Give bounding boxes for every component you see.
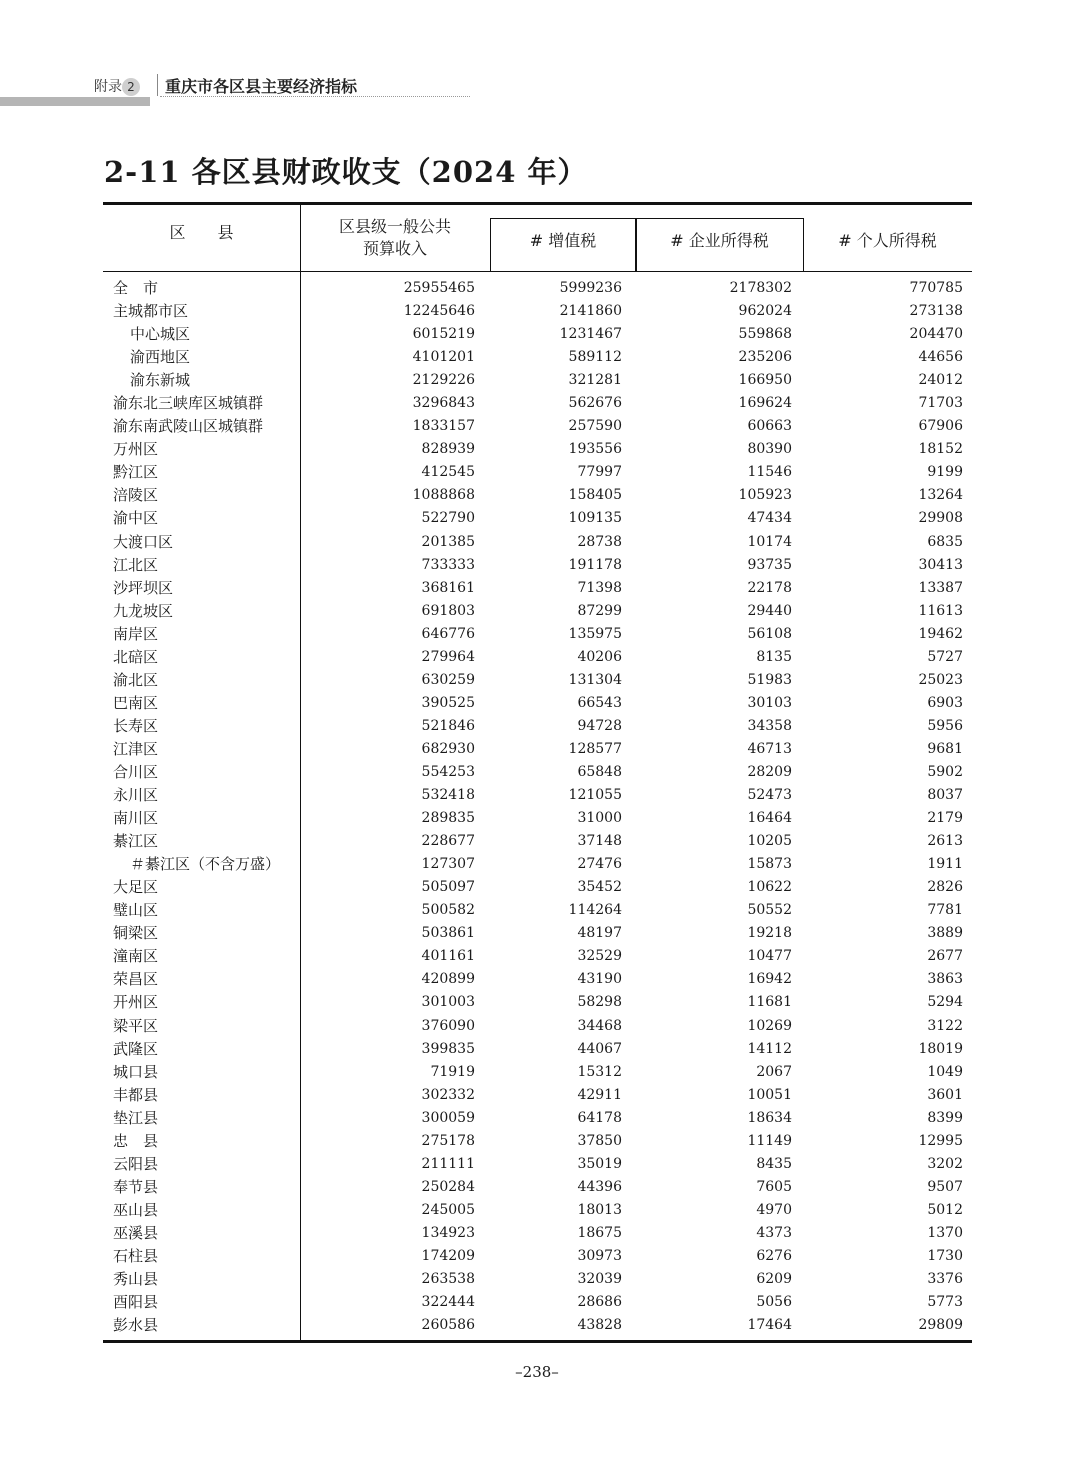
table-row bbox=[103, 692, 972, 715]
cell-personal-tax: 204470 bbox=[909, 326, 963, 343]
row-region-name: 秀山县 bbox=[113, 1270, 159, 1289]
cell-personal-tax: 7781 bbox=[927, 902, 963, 919]
cell-vat: 135975 bbox=[568, 625, 622, 642]
cell-personal-tax: 9507 bbox=[927, 1178, 963, 1195]
table-row bbox=[103, 600, 972, 623]
cell-budget-revenue: 733333 bbox=[421, 556, 475, 573]
cell-vat: 109135 bbox=[568, 510, 622, 527]
row-region-name: 城口县 bbox=[113, 1062, 159, 1081]
cell-corp-tax: 4373 bbox=[756, 1224, 792, 1241]
row-region-name: 沙坪坝区 bbox=[113, 578, 174, 597]
table-row bbox=[103, 531, 972, 554]
cell-personal-tax: 3376 bbox=[927, 1271, 963, 1288]
table-row bbox=[103, 438, 972, 461]
cell-corp-tax: 5056 bbox=[756, 1294, 792, 1311]
row-region-name: 綦江区 bbox=[113, 832, 159, 851]
cell-budget-revenue: 201385 bbox=[421, 533, 475, 550]
cell-budget-revenue: 4101201 bbox=[412, 349, 475, 366]
cell-budget-revenue: 211111 bbox=[421, 1155, 475, 1172]
table-row bbox=[103, 853, 972, 876]
row-region-name: 石柱县 bbox=[113, 1246, 159, 1265]
column-header-corp-tax: # 企业所得税 bbox=[670, 231, 769, 250]
table-bottom-rule bbox=[103, 1340, 972, 1343]
cell-budget-revenue: 646776 bbox=[421, 625, 475, 642]
cell-corp-tax: 105923 bbox=[738, 487, 792, 504]
cell-corp-tax: 11546 bbox=[747, 464, 792, 481]
table-row bbox=[103, 461, 972, 484]
cell-corp-tax: 559868 bbox=[738, 326, 792, 343]
cell-budget-revenue: 322444 bbox=[421, 1294, 475, 1311]
table-row bbox=[103, 277, 972, 300]
cell-corp-tax: 51983 bbox=[747, 671, 792, 688]
table-row bbox=[103, 922, 972, 945]
row-region-name: 奉节县 bbox=[113, 1177, 159, 1196]
cell-vat: 257590 bbox=[568, 418, 622, 435]
cell-budget-revenue: 250284 bbox=[421, 1178, 475, 1195]
cell-vat: 87299 bbox=[577, 602, 622, 619]
cell-personal-tax: 67906 bbox=[918, 418, 963, 435]
row-region-name: 九龙坡区 bbox=[113, 601, 174, 620]
row-region-name: 潼南区 bbox=[113, 947, 159, 966]
cell-corp-tax: 56108 bbox=[747, 625, 792, 642]
cell-vat: 43190 bbox=[577, 971, 622, 988]
cell-personal-tax: 2179 bbox=[927, 810, 963, 827]
cell-personal-tax: 11613 bbox=[918, 602, 963, 619]
table-row bbox=[103, 1176, 972, 1199]
cell-vat: 5999236 bbox=[559, 280, 622, 296]
cell-budget-revenue: 71919 bbox=[430, 1063, 475, 1080]
cell-corp-tax: 8435 bbox=[756, 1155, 792, 1172]
column-header-budget bbox=[300, 216, 490, 260]
header-band bbox=[0, 97, 150, 106]
cell-corp-tax: 2067 bbox=[756, 1063, 792, 1080]
cell-vat: 193556 bbox=[568, 441, 622, 458]
cell-vat: 94728 bbox=[577, 717, 622, 734]
cell-vat: 30973 bbox=[577, 1247, 622, 1264]
table-row bbox=[103, 1153, 972, 1176]
row-region-name: 江北区 bbox=[113, 555, 159, 574]
cell-budget-revenue: 300059 bbox=[421, 1109, 475, 1126]
cell-budget-revenue: 3296843 bbox=[412, 395, 475, 412]
cell-corp-tax: 11681 bbox=[747, 994, 792, 1011]
cell-budget-revenue: 682930 bbox=[421, 740, 475, 757]
table-row bbox=[103, 577, 972, 600]
cell-corp-tax: 6276 bbox=[756, 1247, 792, 1264]
table-row bbox=[103, 669, 972, 692]
cell-corp-tax: 10622 bbox=[747, 879, 792, 896]
cell-budget-revenue: 279964 bbox=[421, 648, 475, 665]
cell-corp-tax: 30103 bbox=[747, 694, 792, 711]
cell-personal-tax: 25023 bbox=[918, 671, 963, 688]
cell-vat: 158405 bbox=[568, 487, 622, 504]
row-region-name: 忠 县 bbox=[113, 1131, 159, 1150]
cell-budget-revenue: 260586 bbox=[421, 1317, 475, 1334]
cell-personal-tax: 8399 bbox=[927, 1109, 963, 1126]
cell-vat: 43828 bbox=[577, 1317, 622, 1334]
table-row bbox=[103, 1107, 972, 1130]
page-title: 2-11 各区县财政收支（2024 年） bbox=[104, 155, 588, 189]
row-region-name: 铜梁区 bbox=[113, 924, 159, 943]
cell-personal-tax: 5012 bbox=[927, 1201, 963, 1218]
cell-personal-tax: 2677 bbox=[927, 948, 963, 965]
cell-vat: 35019 bbox=[577, 1155, 622, 1172]
row-region-name: 主城都市区 bbox=[113, 302, 189, 321]
cell-vat: 58298 bbox=[577, 994, 622, 1011]
cell-personal-tax: 30413 bbox=[918, 556, 963, 573]
cell-budget-revenue: 412545 bbox=[421, 464, 475, 481]
table-row bbox=[103, 1314, 972, 1337]
cell-personal-tax: 18019 bbox=[918, 1040, 963, 1057]
row-region-name: 南川区 bbox=[113, 809, 159, 828]
cell-corp-tax: 4970 bbox=[756, 1201, 792, 1218]
cell-corp-tax: 47434 bbox=[747, 510, 792, 527]
page-number: –238– bbox=[515, 1363, 559, 1381]
cell-budget-revenue: 302332 bbox=[421, 1086, 475, 1103]
table-row bbox=[103, 1084, 972, 1107]
table-row bbox=[103, 323, 972, 346]
cell-vat: 35452 bbox=[577, 879, 622, 896]
cell-corp-tax: 60663 bbox=[747, 418, 792, 435]
cell-personal-tax: 5727 bbox=[927, 648, 963, 665]
table-row bbox=[103, 392, 972, 415]
cell-budget-revenue: 532418 bbox=[421, 787, 475, 804]
cell-budget-revenue: 25955465 bbox=[403, 280, 475, 296]
cell-budget-revenue: 275178 bbox=[421, 1132, 475, 1149]
row-region-name: 北碚区 bbox=[113, 647, 159, 666]
table-row bbox=[103, 807, 972, 830]
table-row bbox=[103, 968, 972, 991]
cell-budget-revenue: 554253 bbox=[421, 763, 475, 780]
row-region-name: 涪陵区 bbox=[113, 486, 159, 505]
row-region-name: 江津区 bbox=[113, 739, 159, 758]
row-region-name: 万州区 bbox=[113, 440, 159, 459]
table-row bbox=[103, 876, 972, 899]
cell-corp-tax: 46713 bbox=[747, 740, 792, 757]
cell-personal-tax: 1370 bbox=[927, 1224, 963, 1241]
table-row bbox=[103, 738, 972, 761]
cell-corp-tax: 10051 bbox=[747, 1086, 792, 1103]
column-header-budget-line1: 区县级一般公共 bbox=[338, 217, 451, 236]
column-header-region: 区 县 bbox=[169, 223, 234, 242]
cell-corp-tax: 11149 bbox=[747, 1132, 792, 1149]
cell-budget-revenue: 390525 bbox=[421, 694, 475, 711]
table-row bbox=[103, 1061, 972, 1084]
cell-budget-revenue: 301003 bbox=[421, 994, 475, 1011]
row-region-name: 巫山县 bbox=[113, 1200, 159, 1219]
cell-personal-tax: 5902 bbox=[927, 763, 963, 780]
row-region-name: 渝中区 bbox=[113, 509, 159, 528]
cell-corp-tax: 10205 bbox=[747, 833, 792, 850]
row-region-name: 渝东南武陵山区城镇群 bbox=[113, 417, 264, 436]
cell-vat: 31000 bbox=[577, 810, 622, 827]
row-region-name: 武隆区 bbox=[113, 1039, 159, 1058]
cell-budget-revenue: 228677 bbox=[421, 833, 475, 850]
appendix-text: 附录 bbox=[94, 79, 122, 95]
table-top-rule bbox=[103, 202, 972, 205]
table-row bbox=[103, 945, 972, 968]
cell-budget-revenue: 174209 bbox=[421, 1247, 475, 1264]
cell-corp-tax: 166950 bbox=[738, 372, 792, 389]
table-row bbox=[103, 646, 972, 669]
table-row bbox=[103, 1268, 972, 1291]
cell-personal-tax: 9681 bbox=[927, 740, 963, 757]
row-region-name: 中心城区 bbox=[130, 325, 191, 344]
cell-budget-revenue: 127307 bbox=[421, 856, 475, 873]
cell-personal-tax: 6903 bbox=[927, 694, 963, 711]
cell-corp-tax: 10269 bbox=[747, 1017, 792, 1034]
cell-personal-tax: 770785 bbox=[909, 280, 963, 296]
cell-budget-revenue: 368161 bbox=[421, 579, 475, 596]
cell-budget-revenue: 630259 bbox=[421, 671, 475, 688]
cell-corp-tax: 29440 bbox=[747, 602, 792, 619]
row-region-name: 大足区 bbox=[113, 878, 159, 897]
cell-corp-tax: 16464 bbox=[747, 810, 792, 827]
cell-personal-tax: 13387 bbox=[918, 579, 963, 596]
cell-vat: 48197 bbox=[577, 925, 622, 942]
cell-vat: 71398 bbox=[577, 579, 622, 596]
appendix-label bbox=[94, 76, 140, 96]
row-region-name: 璧山区 bbox=[113, 901, 159, 920]
cell-vat: 77997 bbox=[577, 464, 622, 481]
cell-personal-tax: 2613 bbox=[927, 833, 963, 850]
cell-budget-revenue: 503861 bbox=[421, 925, 475, 942]
cell-corp-tax: 962024 bbox=[738, 303, 792, 320]
table-row bbox=[103, 715, 972, 738]
cell-personal-tax: 9199 bbox=[927, 464, 963, 481]
cell-vat: 321281 bbox=[568, 372, 622, 389]
cell-budget-revenue: 500582 bbox=[421, 902, 475, 919]
row-region-name: 长寿区 bbox=[113, 716, 159, 735]
table-row bbox=[103, 1291, 972, 1314]
row-region-name: 永川区 bbox=[113, 786, 159, 805]
table-row bbox=[103, 761, 972, 784]
cell-personal-tax: 1049 bbox=[927, 1063, 963, 1080]
cell-budget-revenue: 376090 bbox=[421, 1017, 475, 1034]
row-region-name: 垫江县 bbox=[113, 1108, 159, 1127]
row-region-name: 渝东北三峡库区城镇群 bbox=[113, 394, 264, 413]
table-row bbox=[103, 300, 972, 323]
table-row bbox=[103, 784, 972, 807]
cell-personal-tax: 3889 bbox=[927, 925, 963, 942]
row-region-name: 彭水县 bbox=[113, 1316, 159, 1335]
cell-vat: 32529 bbox=[577, 948, 622, 965]
cell-budget-revenue: 1833157 bbox=[412, 418, 475, 435]
row-region-name: 梁平区 bbox=[113, 1016, 159, 1035]
cell-vat: 44396 bbox=[577, 1178, 622, 1195]
cell-vat: 121055 bbox=[568, 787, 622, 804]
table-row bbox=[103, 346, 972, 369]
cell-budget-revenue: 263538 bbox=[421, 1271, 475, 1288]
table-row bbox=[103, 1015, 972, 1038]
cell-budget-revenue: 289835 bbox=[421, 810, 475, 827]
cell-personal-tax: 19462 bbox=[918, 625, 963, 642]
table-body bbox=[103, 277, 972, 1337]
row-region-name: 合川区 bbox=[113, 762, 159, 781]
cell-personal-tax: 29908 bbox=[918, 510, 963, 527]
cell-vat: 2141860 bbox=[559, 303, 622, 320]
table-row bbox=[103, 554, 972, 577]
cell-vat: 37148 bbox=[577, 833, 622, 850]
column-header-budget-line2: 预算收入 bbox=[362, 239, 427, 258]
cell-corp-tax: 93735 bbox=[747, 556, 792, 573]
cell-corp-tax: 17464 bbox=[747, 1317, 792, 1334]
table-row bbox=[103, 1222, 972, 1245]
cell-personal-tax: 6835 bbox=[927, 533, 963, 550]
cell-corp-tax: 16942 bbox=[747, 971, 792, 988]
cell-budget-revenue: 401161 bbox=[421, 948, 475, 965]
cell-corp-tax: 28209 bbox=[747, 763, 792, 780]
cell-corp-tax: 10477 bbox=[747, 948, 792, 965]
table-row bbox=[103, 991, 972, 1014]
cell-corp-tax: 6209 bbox=[756, 1271, 792, 1288]
cell-personal-tax: 29809 bbox=[918, 1317, 963, 1334]
table-row bbox=[103, 1038, 972, 1061]
row-region-name: 渝西地区 bbox=[130, 348, 191, 367]
row-region-name: ＃綦江区（不含万盛） bbox=[130, 855, 281, 874]
cell-corp-tax: 2178302 bbox=[729, 280, 792, 296]
table-row bbox=[103, 415, 972, 438]
cell-vat: 44067 bbox=[577, 1040, 622, 1057]
table-row bbox=[103, 1245, 972, 1268]
cell-vat: 37850 bbox=[577, 1132, 622, 1149]
cell-budget-revenue: 245005 bbox=[421, 1201, 475, 1218]
cell-vat: 27476 bbox=[577, 856, 622, 873]
cell-vat: 131304 bbox=[568, 671, 622, 688]
cell-personal-tax: 1730 bbox=[927, 1247, 963, 1264]
row-region-name: 巫溪县 bbox=[113, 1223, 159, 1242]
table-row bbox=[103, 369, 972, 392]
row-region-name: 巴南区 bbox=[113, 693, 159, 712]
cell-personal-tax: 3863 bbox=[927, 971, 963, 988]
table-row bbox=[103, 899, 972, 922]
cell-corp-tax: 18634 bbox=[747, 1109, 792, 1126]
cell-vat: 114264 bbox=[568, 902, 622, 919]
cell-budget-revenue: 691803 bbox=[421, 602, 475, 619]
row-region-name: 全 市 bbox=[113, 279, 159, 297]
cell-vat: 191178 bbox=[568, 556, 622, 573]
row-region-name: 南岸区 bbox=[113, 624, 159, 643]
cell-budget-revenue: 522790 bbox=[421, 510, 475, 527]
cell-personal-tax: 1911 bbox=[927, 856, 963, 873]
cell-vat: 18675 bbox=[577, 1224, 622, 1241]
cell-corp-tax: 10174 bbox=[747, 533, 792, 550]
row-region-name: 开州区 bbox=[113, 993, 159, 1012]
cell-budget-revenue: 521846 bbox=[421, 717, 475, 734]
cell-corp-tax: 235206 bbox=[738, 349, 792, 366]
cell-vat: 18013 bbox=[577, 1201, 622, 1218]
cell-budget-revenue: 1088868 bbox=[412, 487, 475, 504]
cell-budget-revenue: 2129226 bbox=[412, 372, 475, 389]
cell-corp-tax: 7605 bbox=[756, 1178, 792, 1195]
column-header-vat: # 增值税 bbox=[529, 231, 597, 250]
cell-vat: 28686 bbox=[577, 1294, 622, 1311]
cell-corp-tax: 15873 bbox=[747, 856, 792, 873]
cell-vat: 42911 bbox=[577, 1086, 622, 1103]
table-header-rule bbox=[103, 271, 972, 272]
cell-corp-tax: 22178 bbox=[747, 579, 792, 596]
cell-vat: 65848 bbox=[577, 763, 622, 780]
cell-vat: 34468 bbox=[577, 1017, 622, 1034]
header-dotted-rule bbox=[160, 96, 470, 97]
cell-vat: 128577 bbox=[568, 740, 622, 757]
table-row bbox=[103, 484, 972, 507]
cell-personal-tax: 2826 bbox=[927, 879, 963, 896]
cell-vat: 28738 bbox=[577, 533, 622, 550]
cell-corp-tax: 34358 bbox=[747, 717, 792, 734]
cell-budget-revenue: 828939 bbox=[421, 441, 475, 458]
appendix-number: 2 bbox=[122, 78, 140, 96]
cell-personal-tax: 18152 bbox=[918, 441, 963, 458]
cell-budget-revenue: 505097 bbox=[421, 879, 475, 896]
cell-corp-tax: 19218 bbox=[747, 925, 792, 942]
cell-corp-tax: 14112 bbox=[747, 1040, 792, 1057]
cell-personal-tax: 13264 bbox=[918, 487, 963, 504]
row-region-name: 渝北区 bbox=[113, 670, 159, 689]
cell-vat: 15312 bbox=[577, 1063, 622, 1080]
table-row bbox=[103, 623, 972, 646]
cell-personal-tax: 44656 bbox=[918, 349, 963, 366]
cell-vat: 562676 bbox=[568, 395, 622, 412]
cell-personal-tax: 71703 bbox=[918, 395, 963, 412]
cell-personal-tax: 24012 bbox=[918, 372, 963, 389]
cell-vat: 589112 bbox=[568, 349, 622, 366]
row-region-name: 大渡口区 bbox=[113, 532, 174, 551]
row-region-name: 渝东新城 bbox=[130, 371, 191, 390]
table-row bbox=[103, 830, 972, 853]
cell-personal-tax: 12995 bbox=[918, 1132, 963, 1149]
cell-vat: 64178 bbox=[577, 1109, 622, 1126]
cell-vat: 66543 bbox=[577, 694, 622, 711]
cell-personal-tax: 5956 bbox=[927, 717, 963, 734]
cell-personal-tax: 273138 bbox=[909, 303, 963, 320]
cell-personal-tax: 3202 bbox=[927, 1155, 963, 1172]
header-separator bbox=[157, 74, 158, 96]
cell-vat: 1231467 bbox=[559, 326, 622, 343]
row-region-name: 酉阳县 bbox=[113, 1293, 159, 1312]
cell-corp-tax: 80390 bbox=[747, 441, 792, 458]
cell-personal-tax: 5294 bbox=[927, 994, 963, 1011]
cell-budget-revenue: 134923 bbox=[421, 1224, 475, 1241]
cell-budget-revenue: 12245646 bbox=[403, 303, 475, 320]
cell-personal-tax: 5773 bbox=[927, 1294, 963, 1311]
table-row bbox=[103, 1130, 972, 1153]
cell-personal-tax: 8037 bbox=[927, 787, 963, 804]
cell-corp-tax: 169624 bbox=[738, 395, 792, 412]
row-region-name: 黔江区 bbox=[113, 463, 159, 482]
cell-corp-tax: 52473 bbox=[747, 787, 792, 804]
cell-budget-revenue: 399835 bbox=[421, 1040, 475, 1057]
cell-corp-tax: 50552 bbox=[747, 902, 792, 919]
table-row bbox=[103, 507, 972, 530]
cell-corp-tax: 8135 bbox=[756, 648, 792, 665]
table-row bbox=[103, 1199, 972, 1222]
cell-personal-tax: 3601 bbox=[927, 1086, 963, 1103]
cell-vat: 40206 bbox=[577, 648, 622, 665]
row-region-name: 丰都县 bbox=[113, 1085, 159, 1104]
cell-personal-tax: 3122 bbox=[927, 1017, 963, 1034]
running-header-title: 重庆市各区县主要经济指标 bbox=[165, 77, 358, 96]
cell-budget-revenue: 420899 bbox=[421, 971, 475, 988]
column-header-personal-tax: # 个人所得税 bbox=[838, 231, 937, 250]
cell-vat: 32039 bbox=[577, 1271, 622, 1288]
row-region-name: 云阳县 bbox=[113, 1154, 159, 1173]
cell-budget-revenue: 6015219 bbox=[412, 326, 475, 343]
row-region-name: 荣昌区 bbox=[113, 970, 159, 989]
